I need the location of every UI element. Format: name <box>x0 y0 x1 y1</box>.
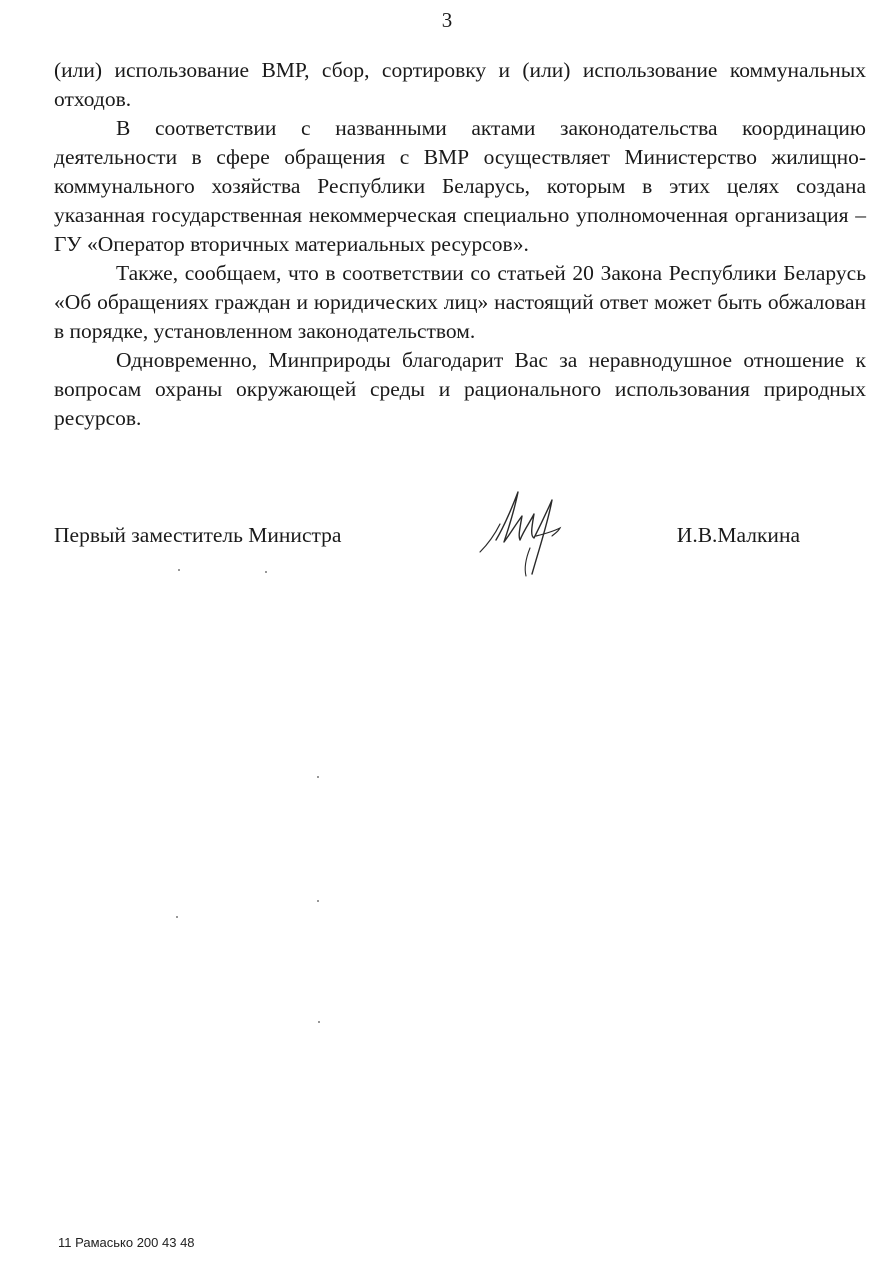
scan-artifact <box>317 900 319 902</box>
signer-name: И.В.Малкина <box>676 523 800 547</box>
scan-artifact <box>318 1021 320 1023</box>
handwritten-signature <box>474 478 594 588</box>
scan-artifact <box>176 916 178 918</box>
scan-artifact <box>178 569 180 571</box>
paragraph-gratitude: Одновременно, Минприроды благодарит Вас за неравнодушное отношение к вопросам охраны окружающей среды и рационального использования природных ресурсов. <box>54 348 866 430</box>
paragraph-appeal-notice: Также, сообщаем, что в соответствии со статьей 20 Закона Республики Беларусь «Об обращениях граждан и юридических лиц» настоящий ответ может быть обжалован в порядке, установленном законодательством. <box>54 261 866 343</box>
letter-body <box>54 56 866 433</box>
paragraph-coordination: В соответствии с названными актами законодательства координацию деятельности в сфере обращения с ВМР осуществляет Министерство жилищно-коммунального хозяйства Республики Беларусь, которым в этих целях создана указанная государственная некоммерческая специально уполномоченная организация – ГУ «Оператор вторичных материальных ресурсов». <box>54 116 866 256</box>
scan-artifact <box>265 571 267 573</box>
signer-position: Первый заместитель Министра <box>54 523 342 547</box>
scan-artifact <box>317 776 319 778</box>
executor-note: 11 Рамасько 200 43 48 <box>58 1235 195 1250</box>
signature-block <box>54 523 866 603</box>
paragraph-continuation: (или) использование ВМР, сбор, сортировку и (или) использование коммунальных отходов. <box>54 58 866 111</box>
page-number: 3 <box>441 8 453 32</box>
